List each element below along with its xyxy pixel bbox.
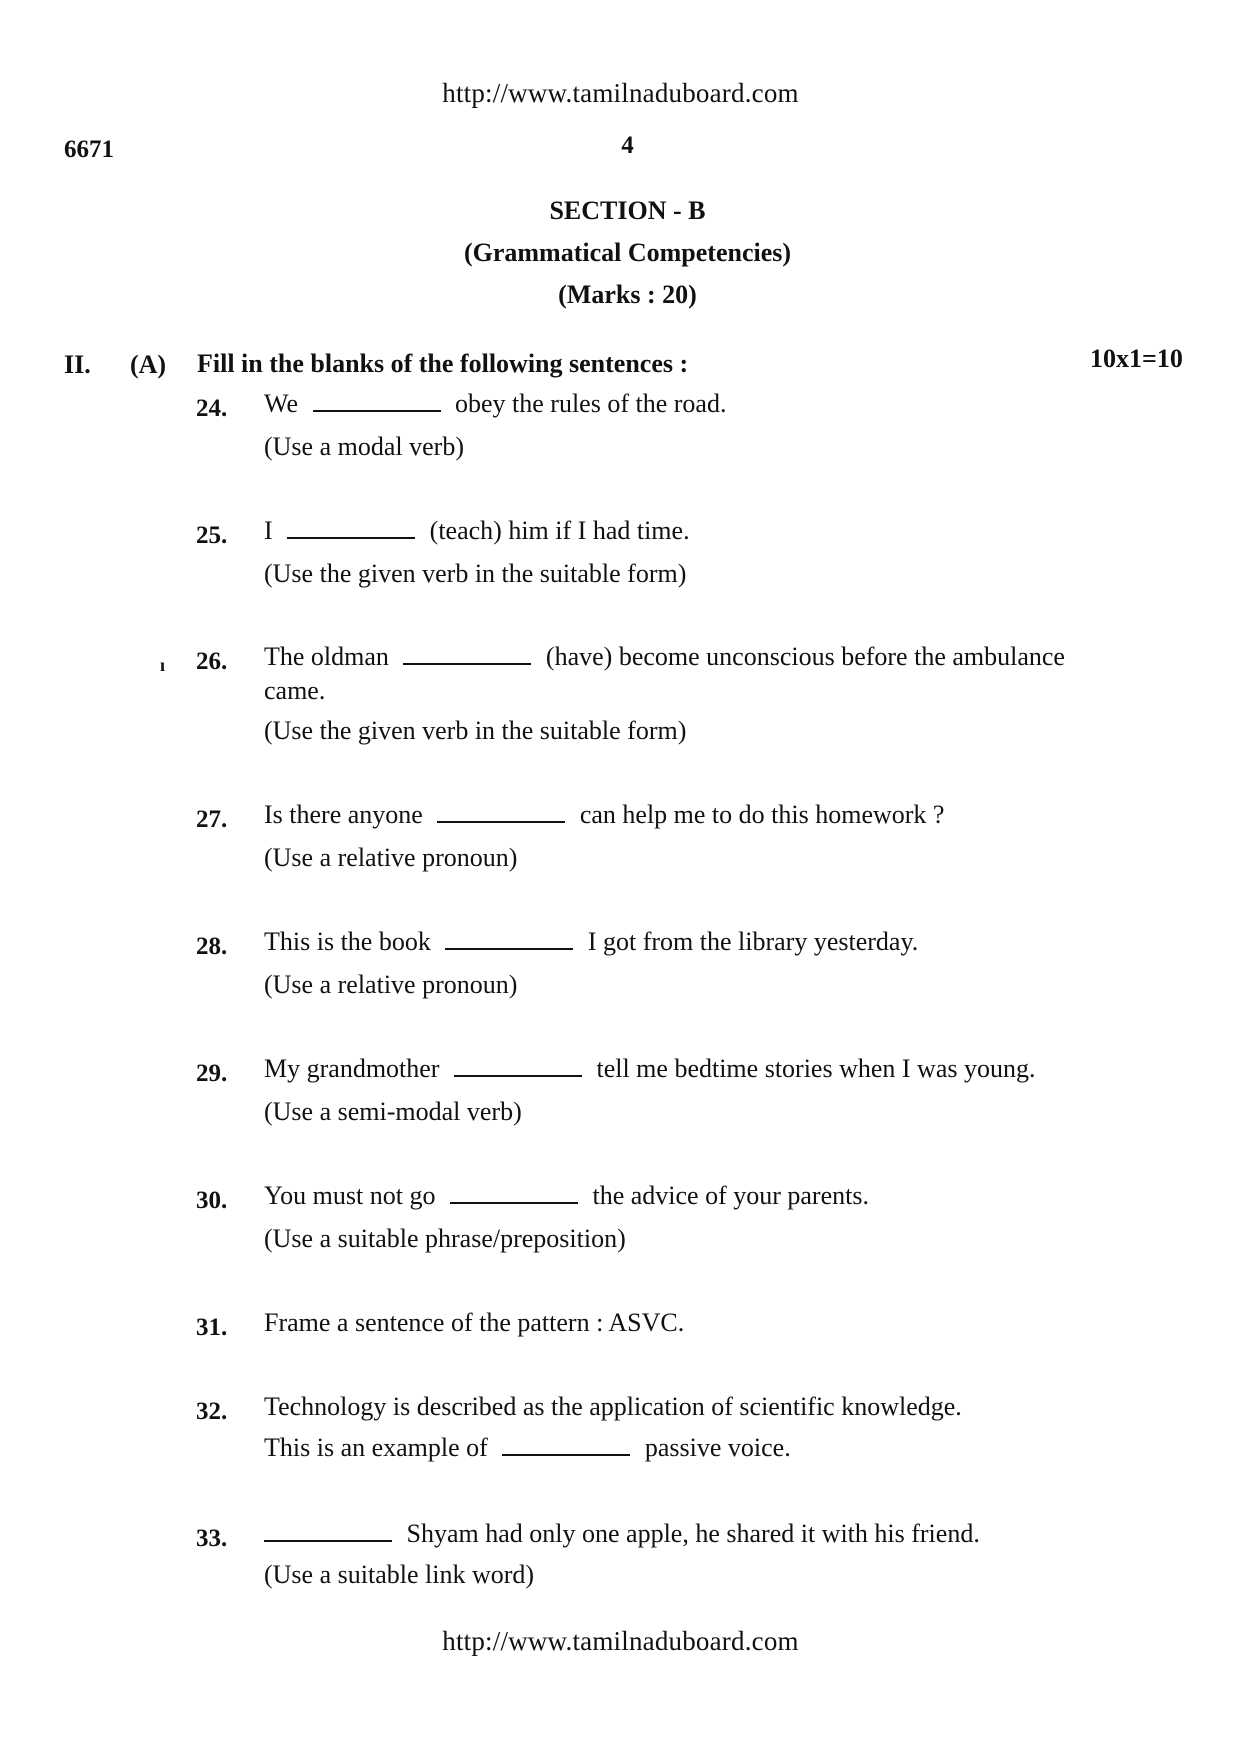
question-number: 29. (196, 1060, 228, 1087)
question-text: Technology is described as the application of scientific knowledge. (264, 1392, 962, 1421)
answer-blank[interactable] (502, 1434, 630, 1456)
stray-mark: ı (160, 655, 166, 675)
question-text (264, 642, 1065, 672)
answer-blank[interactable] (403, 643, 531, 665)
section-subtitle: (Grammatical Competencies) (463, 238, 792, 267)
section-title: SECTION - B (549, 196, 706, 225)
question-post-text: passive voice. (644, 1433, 791, 1462)
paper-code: 6671 (64, 136, 114, 163)
question-text (264, 1181, 869, 1211)
question-pre-text: This is an example of (264, 1433, 488, 1462)
question-pre-text: This is the book (264, 927, 431, 956)
question-text (264, 1519, 980, 1549)
question-number: 24. (196, 395, 228, 422)
part-roman-numeral: II. (64, 350, 91, 379)
question-post-text: I got from the library yesterday. (587, 927, 919, 956)
answer-blank[interactable] (264, 1520, 392, 1542)
question-text (264, 389, 726, 419)
question-post-text: tell me bedtime stories when I was young. (596, 1054, 1036, 1083)
question-text (264, 927, 918, 957)
question-post-text: Shyam had only one apple, he shared it with his friend. (406, 1519, 980, 1548)
answer-blank[interactable] (287, 517, 415, 539)
question-text (264, 1054, 1036, 1084)
question-number: 27. (196, 806, 228, 833)
question-post-text: (teach) him if I had time. (429, 516, 690, 545)
answer-blank[interactable] (437, 801, 565, 823)
part-instruction: Fill in the blanks of the following sentences : (197, 349, 689, 378)
footer-url: http://www.tamilnaduboard.com (442, 1626, 799, 1656)
page-number: 4 (621, 132, 634, 159)
part-label: (A) (130, 350, 167, 379)
question-hint: (Use the given verb in the suitable form) (264, 716, 687, 745)
question-pre-text: My grandmother (264, 1054, 440, 1083)
answer-blank[interactable] (313, 390, 441, 412)
question-number: 28. (196, 933, 228, 960)
question-number: 33. (196, 1525, 228, 1552)
question-number: 25. (196, 522, 228, 549)
answer-blank[interactable] (450, 1182, 578, 1204)
question-post-text: can help me to do this homework ? (579, 800, 945, 829)
question-text (264, 800, 944, 830)
question-hint: (Use a suitable link word) (264, 1560, 535, 1589)
question-hint: (Use the given verb in the suitable form) (264, 559, 687, 588)
question-pre-text: You must not go (264, 1181, 436, 1210)
question-hint: (Use a relative pronoun) (264, 970, 518, 999)
question-text: Frame a sentence of the pattern : ASVC. (264, 1308, 685, 1337)
header-url: http://www.tamilnaduboard.com (442, 78, 799, 108)
question-pre-text: The oldman (264, 642, 389, 671)
question-hint: (Use a relative pronoun) (264, 843, 518, 872)
question-pre-text: We (264, 389, 298, 418)
question-number: 31. (196, 1314, 228, 1341)
question-post-text: the advice of your parents. (592, 1181, 869, 1210)
question-continuation: came. (264, 676, 326, 705)
question-pre-text: Is there anyone (264, 800, 423, 829)
question-hint: (Use a semi-modal verb) (264, 1097, 522, 1126)
question-post-text: obey the rules of the road. (455, 389, 727, 418)
question-text (264, 516, 690, 546)
answer-blank[interactable] (445, 928, 573, 950)
section-marks: (Marks : 20) (558, 280, 697, 309)
question-hint: (Use a suitable phrase/preposition) (264, 1224, 626, 1253)
question-hint: (Use a modal verb) (264, 432, 464, 461)
question-post-text: (have) become unconscious before the ambulance (545, 642, 1065, 671)
question-pre-text: I (264, 516, 273, 545)
question-number: 30. (196, 1187, 228, 1214)
question-number: 32. (196, 1398, 228, 1425)
question-text-line2 (264, 1433, 791, 1463)
part-marks: 10x1=10 (1090, 344, 1183, 373)
question-number: 26. (196, 648, 228, 675)
answer-blank[interactable] (454, 1055, 582, 1077)
